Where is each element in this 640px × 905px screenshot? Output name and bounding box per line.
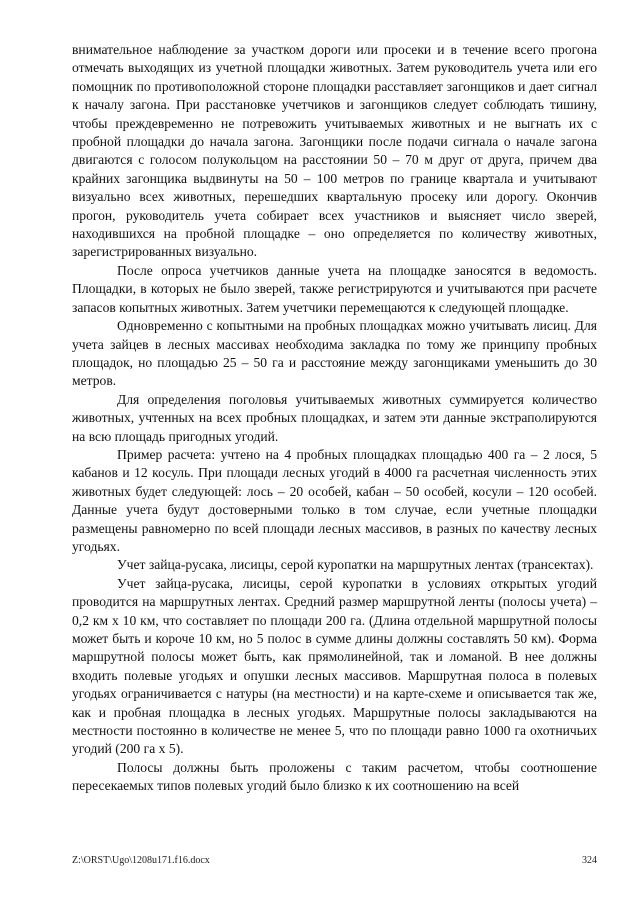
footer-file-path: Z:\ORST\Ugo\1208u171.f16.docx [72, 855, 210, 866]
paragraph: Пример расчета: учтено на 4 пробных площадках площадью 400 га – 2 лося, 5 кабанов и 12 косуль. При площади лесных угодий в 4000 га расчетная численность этих животных будет следующей: лось – 20 особей, кабан – 50 особей, косули – 120 особей. Данные учета будут достоверными только в том случае, если учетные площадки размещены равномерно по всей площади лесных массивов, в разных по качеству лесных угодьях. [72, 446, 597, 554]
body-text [72, 41, 597, 796]
paragraph: Полосы должны быть проложены с таким расчетом, чтобы соотношение пересекаемых типов полевых угодий было близко к их соотношению на всей [72, 759, 597, 794]
page-number: 324 [582, 855, 597, 866]
paragraph-continuation: внимательное наблюдение за участком дороги или просеки и в течение всего прогона отмечать выходящих из учетной площадки животных. Затем руководитель учета или его помощник по противоположной стороне площадки расставляет загонщиков и дает сигнал к началу загона. При расстановке учетчиков и загонщиков следует соблюдать тишину, чтобы преждевременно не потревожить учитываемых животных и не выгнать их с пробной площадки до начала загона. Загонщики после подачи сигнала о начале загона двигаются с голосом полукольцом на расстоянии 50 – 70 м друг от друга, причем два крайних загонщика выдвинуты на 50 – 100 метров по границе квартала и учитывают визуально всех животных, перешедших квартальную просеку или дорогу. Окончив прогон, руководитель учета собирает всех участников и выясняет число зверей, находившихся на пробной площадке – оно определяется по количеству животных, зарегистрированных визуально. [72, 42, 597, 260]
paragraph: Одновременно с копытными на пробных площадках можно учитывать лисиц. Для учета зайцев в лесных массивах необходима закладка по тому же принципу пробных площадок, но площадью 25 – 50 га и расстояние между загонщиками уменьшить до 30 метров. [72, 318, 597, 389]
paragraph: После опроса учетчиков данные учета на площадке заносятся в ведомость. Площадки, в которых не было зверей, также регистрируются и учитываются при расчете запасов копытных животных. Затем учетчики перемещаются к следующей площадке. [72, 262, 597, 315]
section-heading: Учет зайца-русака, лисицы, серой куропатки на маршрутных лентах (трансектах). [117, 557, 594, 573]
paragraph: Для определения поголовья учитываемых животных суммируется количество животных, учтенных на всех пробных площадках, и затем эти данные экстраполируются на всю площадь пригодных угодий. [72, 391, 597, 444]
paragraph: Учет зайца-русака, лисицы, серой куропатки в условиях открытых угодий проводится на маршрутных лентах. Средний размер маршрутной ленты (полосы учета) – 0,2 км х 10 км, что составляет по площади 200 га. (Длина отдельной маршрутной полосы может быть и короче 10 км, но 5 полос в сумме длины должны составлять 50 км). Форма маршрутной полосы может быть, как прямолинейной, так и ломаной. В нее должны входить полевые угодьях и опушки лесных массивов. Маршрутная полоса в полевых угодьях ограничивается с натуры (на местности) и на карте-схеме и описывается так же, как и пробная площадка в лесных угодьях. Маршрутные полосы закладываются на местности постоянно в количестве не менее 5, что по площади равно 1000 га охотничьих угодий (200 га х 5). [72, 575, 597, 757]
page-footer [72, 855, 597, 866]
